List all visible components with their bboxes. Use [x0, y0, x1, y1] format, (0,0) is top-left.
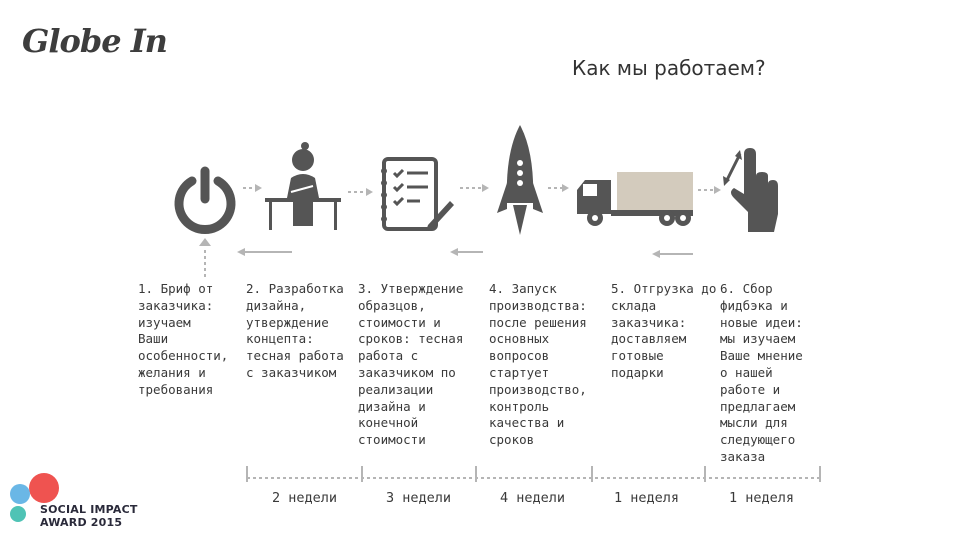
step-3-text: 3. Утверждение образцов, стоимости и сроков: тесная работа с заказчиком по реализации дизайна и конечной стоимости [358, 281, 464, 448]
step-2-text: 2. Разработка дизайна, утверждение концепта: тесная работа с заказчиком [246, 281, 344, 380]
duration-step-6: 1 неделя [729, 490, 795, 506]
duration-step-4: 4 недели [500, 490, 566, 506]
step-6-text: 6. Сбор фидбэка и новые идеи: мы изучаем Ваше мнение о нашей работе и предлагаем мысли для следующего заказа [720, 281, 803, 464]
step-5-text: 5. Отгрузка до склада заказчика: доставляем готовые подарки [611, 281, 717, 380]
duration-step-5: 1 неделя [614, 490, 680, 506]
globein-logo: Globe In [22, 22, 167, 60]
step-4-text: 4. Запуск производства: после решения основных вопросов стартует производство, контроль качества и сроков [489, 281, 587, 448]
award-title: SOCIAL IMPACT [40, 503, 138, 516]
award-year: AWARD 2015 [40, 516, 123, 529]
page-title: Как мы работаем? [572, 56, 766, 80]
duration-step-2: 2 недели [272, 490, 338, 506]
duration-step-3: 3 недели [386, 490, 452, 506]
step-1-text: 1. Бриф от заказчика: изучаем Ваши особенности, желания и требования [138, 281, 229, 397]
